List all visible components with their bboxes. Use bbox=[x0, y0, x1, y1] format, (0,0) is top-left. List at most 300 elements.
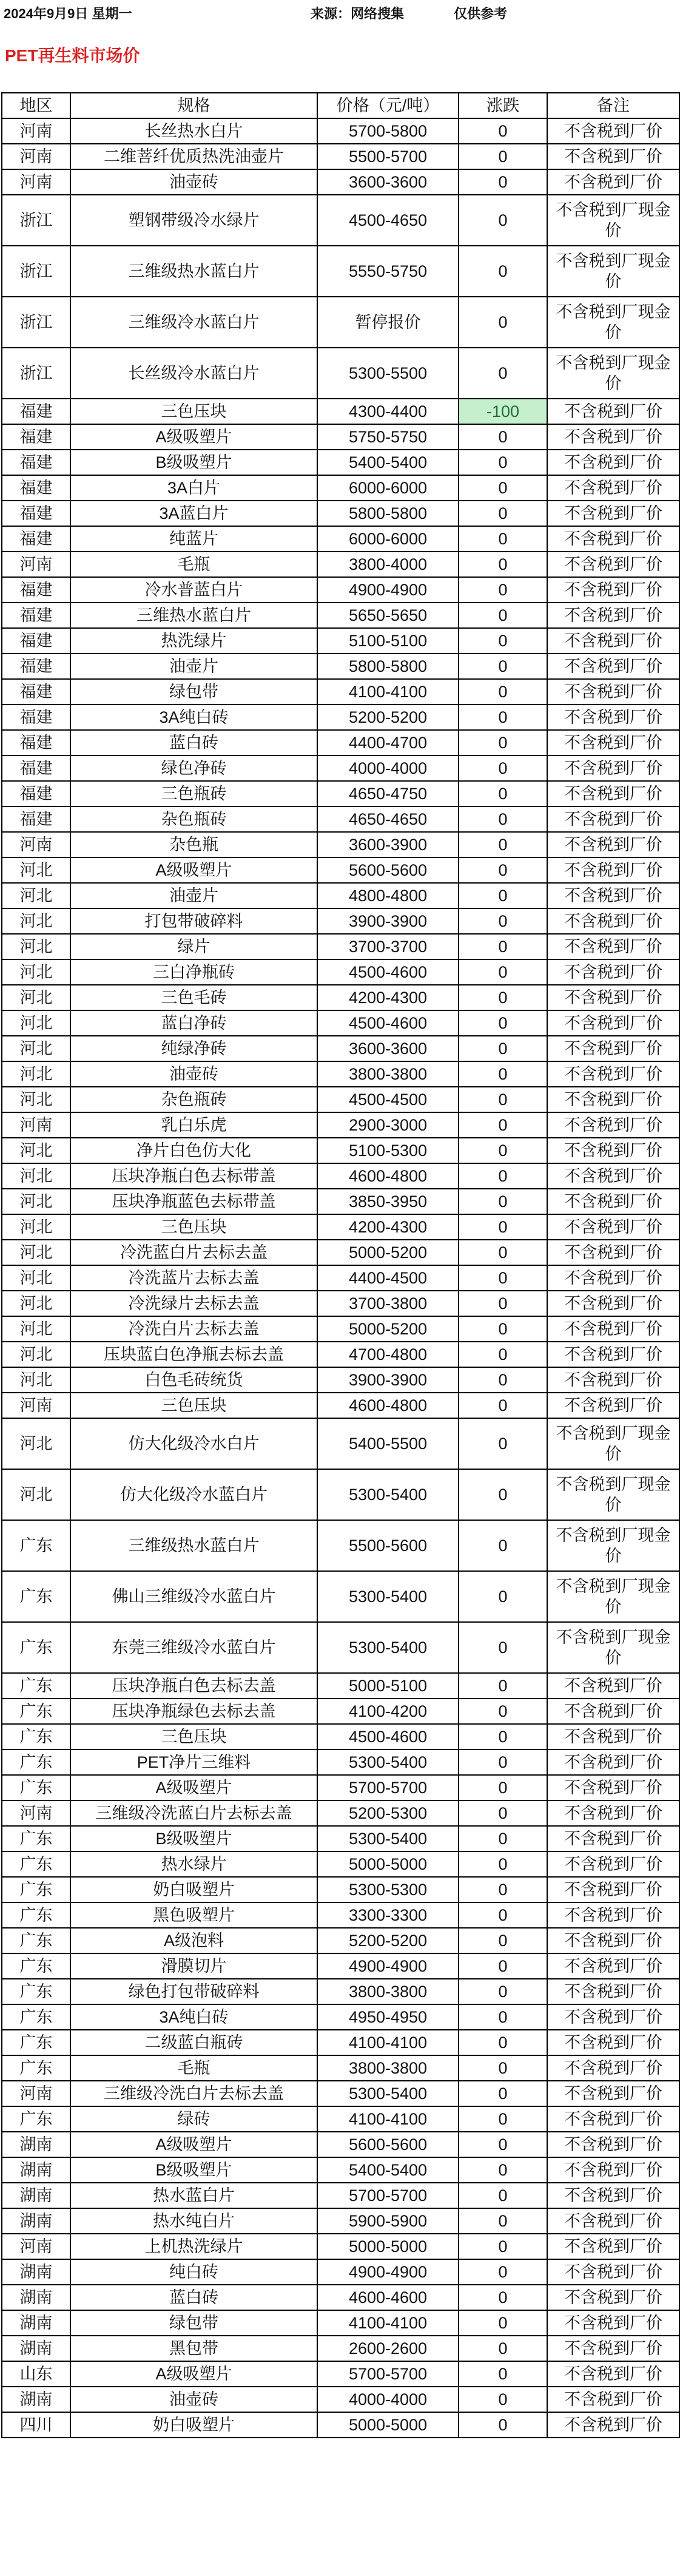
cell-change: 0 bbox=[459, 1061, 547, 1087]
cell-change: 0 bbox=[459, 2336, 547, 2361]
cell-spec: 压块蓝白色净瓶去标去盖 bbox=[70, 1342, 317, 1367]
table-row bbox=[2, 1775, 679, 1800]
cell-spec: 热水蓝白片 bbox=[70, 2183, 317, 2208]
cell-change: 0 bbox=[459, 2183, 547, 2208]
cell-note: 不含税到厂价 bbox=[547, 577, 679, 603]
cell-price: 4300-4400 bbox=[317, 399, 459, 424]
table-row bbox=[2, 2055, 679, 2081]
table-row bbox=[2, 1826, 679, 1851]
cell-change: 0 bbox=[459, 297, 547, 348]
cell-change: 0 bbox=[459, 2208, 547, 2234]
cell-price: 5300-5300 bbox=[317, 1877, 459, 1902]
cell-price: 4100-4200 bbox=[317, 1699, 459, 1724]
cell-note: 不含税到厂价 bbox=[547, 1775, 679, 1800]
cell-change: 0 bbox=[459, 1367, 547, 1393]
cell-price: 3700-3800 bbox=[317, 1291, 459, 1316]
cell-change: 0 bbox=[459, 2157, 547, 2183]
cell-region: 河南 bbox=[2, 169, 70, 195]
table-row bbox=[2, 246, 679, 297]
cell-price: 5300-5400 bbox=[317, 2081, 459, 2106]
cell-region: 广东 bbox=[2, 2004, 70, 2030]
cell-price: 5300-5400 bbox=[317, 1826, 459, 1851]
cell-note: 不含税到厂价 bbox=[547, 1800, 679, 1826]
cell-region: 河北 bbox=[2, 1240, 70, 1265]
table-header-row bbox=[2, 93, 679, 118]
cell-change: 0 bbox=[459, 1418, 547, 1469]
cell-note: 不含税到厂价 bbox=[547, 2361, 679, 2387]
cell-price: 4400-4700 bbox=[317, 730, 459, 756]
cell-change: 0 bbox=[459, 475, 547, 501]
table-row bbox=[2, 1571, 679, 1622]
cell-region: 福建 bbox=[2, 705, 70, 730]
cell-spec: 东莞三维级冷水蓝白片 bbox=[70, 1622, 317, 1673]
cell-spec: A级吸塑片 bbox=[70, 424, 317, 450]
table-row bbox=[2, 2285, 679, 2310]
table-row bbox=[2, 883, 679, 908]
cell-region: 广东 bbox=[2, 2106, 70, 2132]
cell-spec: 纯蓝片 bbox=[70, 526, 317, 552]
table-row bbox=[2, 1902, 679, 1928]
cell-price: 4000-4000 bbox=[317, 2387, 459, 2412]
cell-region: 广东 bbox=[2, 1826, 70, 1851]
cell-price: 4700-4800 bbox=[317, 1342, 459, 1367]
cell-region: 河南 bbox=[2, 552, 70, 577]
table-row bbox=[2, 730, 679, 756]
cell-price: 3700-3700 bbox=[317, 934, 459, 959]
table-row bbox=[2, 1749, 679, 1775]
cell-price: 5200-5200 bbox=[317, 1928, 459, 1953]
cell-spec: 三维级冷洗白片去标去盖 bbox=[70, 2081, 317, 2106]
cell-region: 福建 bbox=[2, 577, 70, 603]
cell-change: 0 bbox=[459, 2004, 547, 2030]
cell-price: 4100-4100 bbox=[317, 2106, 459, 2132]
cell-change: 0 bbox=[459, 1342, 547, 1367]
cell-spec: 三白净瓶砖 bbox=[70, 959, 317, 985]
table-row bbox=[2, 2361, 679, 2387]
cell-change: 0 bbox=[459, 348, 547, 399]
cell-region: 广东 bbox=[2, 2030, 70, 2055]
cell-change: 0 bbox=[459, 1979, 547, 2004]
table-row bbox=[2, 1087, 679, 1112]
cell-region: 浙江 bbox=[2, 348, 70, 399]
cell-change: 0 bbox=[459, 1520, 547, 1571]
cell-region: 河北 bbox=[2, 1087, 70, 1112]
cell-spec: 毛瓶 bbox=[70, 552, 317, 577]
cell-note: 不含税到厂价 bbox=[547, 883, 679, 908]
cell-note: 不含税到厂价 bbox=[547, 2412, 679, 2438]
cell-note: 不含税到厂价 bbox=[547, 2183, 679, 2208]
cell-spec: 3A纯白砖 bbox=[70, 2004, 317, 2030]
cell-price: 3800-3800 bbox=[317, 1979, 459, 2004]
cell-change: 0 bbox=[459, 2412, 547, 2438]
cell-price: 5700-5800 bbox=[317, 118, 459, 144]
cell-price: 暂停报价 bbox=[317, 297, 459, 348]
cell-note: 不含税到厂价 bbox=[547, 1291, 679, 1316]
cell-note: 不含税到厂价 bbox=[547, 985, 679, 1010]
cell-region: 山东 bbox=[2, 2361, 70, 2387]
table-row bbox=[2, 756, 679, 781]
cell-note: 不含税到厂价 bbox=[547, 2132, 679, 2157]
cell-change: 0 bbox=[459, 1724, 547, 1749]
cell-change: 0 bbox=[459, 1571, 547, 1622]
cell-spec: 上机热洗绿片 bbox=[70, 2234, 317, 2259]
cell-note: 不含税到厂现金价 bbox=[547, 1469, 679, 1520]
cell-price: 3800-4000 bbox=[317, 552, 459, 577]
cell-change: 0 bbox=[459, 1749, 547, 1775]
cell-spec: 蓝白砖 bbox=[70, 2285, 317, 2310]
cell-spec: 三色压块 bbox=[70, 399, 317, 424]
table-row bbox=[2, 705, 679, 730]
cell-change: 0 bbox=[459, 1469, 547, 1520]
cell-change: 0 bbox=[459, 2234, 547, 2259]
cell-region: 河北 bbox=[2, 857, 70, 883]
cell-region: 河南 bbox=[2, 1393, 70, 1418]
cell-spec: 油壶砖 bbox=[70, 2387, 317, 2412]
cell-note: 不含税到厂价 bbox=[547, 1214, 679, 1240]
table-row bbox=[2, 2030, 679, 2055]
cell-change: 0 bbox=[459, 2055, 547, 2081]
cell-region: 福建 bbox=[2, 450, 70, 475]
cell-change: 0 bbox=[459, 424, 547, 450]
cell-spec: 滑膜切片 bbox=[70, 1953, 317, 1979]
cell-note: 不含税到厂价 bbox=[547, 2157, 679, 2183]
table-row bbox=[2, 1265, 679, 1291]
table-row bbox=[2, 1367, 679, 1393]
cell-note: 不含税到厂价 bbox=[547, 2387, 679, 2412]
cell-region: 河北 bbox=[2, 908, 70, 934]
cell-region: 河北 bbox=[2, 1367, 70, 1393]
cell-spec: 冷洗蓝片去标去盖 bbox=[70, 1265, 317, 1291]
table-row bbox=[2, 1061, 679, 1087]
source-label: 来源：网络搜集 bbox=[311, 6, 405, 21]
cell-spec: 油壶砖 bbox=[70, 169, 317, 195]
cell-spec: 长丝级冷水蓝白片 bbox=[70, 348, 317, 399]
cell-price: 5650-5650 bbox=[317, 603, 459, 628]
cell-note: 不含税到厂价 bbox=[547, 1953, 679, 1979]
cell-change: 0 bbox=[459, 2310, 547, 2336]
cell-price: 3600-3600 bbox=[317, 1036, 459, 1061]
cell-spec: 压块净瓶蓝色去标带盖 bbox=[70, 1189, 317, 1214]
table-row bbox=[2, 1469, 679, 1520]
table-row bbox=[2, 2310, 679, 2336]
table-row bbox=[2, 424, 679, 450]
cell-change: 0 bbox=[459, 1316, 547, 1342]
cell-spec: 蓝白砖 bbox=[70, 730, 317, 756]
cell-change: 0 bbox=[459, 1851, 547, 1877]
cell-change: 0 bbox=[459, 756, 547, 781]
cell-price: 5000-5200 bbox=[317, 1316, 459, 1342]
cell-note: 不含税到厂价 bbox=[547, 628, 679, 654]
cell-note: 不含税到厂现金价 bbox=[547, 1571, 679, 1622]
cell-change: 0 bbox=[459, 1902, 547, 1928]
cell-note: 不含税到厂价 bbox=[547, 2055, 679, 2081]
cell-region: 河南 bbox=[2, 1800, 70, 1826]
cell-price: 3800-3800 bbox=[317, 1061, 459, 1087]
table-row bbox=[2, 1189, 679, 1214]
table-row bbox=[2, 552, 679, 577]
cell-change: 0 bbox=[459, 2081, 547, 2106]
cell-change: 0 bbox=[459, 857, 547, 883]
cell-note: 不含税到厂价 bbox=[547, 1112, 679, 1138]
cell-spec: 三色压块 bbox=[70, 1393, 317, 1418]
cell-region: 河南 bbox=[2, 2234, 70, 2259]
cell-spec: 3A蓝白片 bbox=[70, 501, 317, 526]
cell-region: 河南 bbox=[2, 118, 70, 144]
cell-spec: 纯白砖 bbox=[70, 2259, 317, 2285]
cell-price: 5750-5750 bbox=[317, 424, 459, 450]
table-row bbox=[2, 1851, 679, 1877]
cell-change: 0 bbox=[459, 526, 547, 552]
cell-region: 河北 bbox=[2, 1265, 70, 1291]
cell-change: 0 bbox=[459, 1163, 547, 1189]
column-header-note: 备注 bbox=[547, 93, 679, 118]
cell-region: 福建 bbox=[2, 603, 70, 628]
table-row bbox=[2, 1622, 679, 1673]
cell-note: 不含税到厂价 bbox=[547, 1163, 679, 1189]
cell-price: 5200-5200 bbox=[317, 705, 459, 730]
cell-spec: A级吸塑片 bbox=[70, 2132, 317, 2157]
cell-price: 5600-5600 bbox=[317, 857, 459, 883]
cell-change: 0 bbox=[459, 730, 547, 756]
cell-note: 不含税到厂价 bbox=[547, 1367, 679, 1393]
table-body bbox=[2, 118, 679, 2438]
cell-region: 河北 bbox=[2, 883, 70, 908]
table-row bbox=[2, 1979, 679, 2004]
cell-region: 福建 bbox=[2, 730, 70, 756]
table-row bbox=[2, 2157, 679, 2183]
cell-region: 广东 bbox=[2, 1851, 70, 1877]
cell-price: 3900-3900 bbox=[317, 908, 459, 934]
cell-change: 0 bbox=[459, 2285, 547, 2310]
table-row bbox=[2, 169, 679, 195]
cell-note: 不含税到厂价 bbox=[547, 705, 679, 730]
cell-price: 4000-4000 bbox=[317, 756, 459, 781]
cell-region: 广东 bbox=[2, 1520, 70, 1571]
cell-region: 广东 bbox=[2, 1877, 70, 1902]
cell-price: 2900-3000 bbox=[317, 1112, 459, 1138]
header-bar bbox=[0, 0, 680, 24]
table-row bbox=[2, 1240, 679, 1265]
cell-change: 0 bbox=[459, 781, 547, 806]
table-row bbox=[2, 1163, 679, 1189]
table-row bbox=[2, 1112, 679, 1138]
cell-change: 0 bbox=[459, 2361, 547, 2387]
cell-price: 4500-4600 bbox=[317, 1724, 459, 1749]
cell-note: 不含税到厂价 bbox=[547, 118, 679, 144]
disclaimer-label: 仅供参考 bbox=[454, 6, 508, 21]
cell-spec: 打包带破碎料 bbox=[70, 908, 317, 934]
table-row bbox=[2, 2387, 679, 2412]
cell-note: 不含税到厂价 bbox=[547, 1851, 679, 1877]
cell-price: 3900-3900 bbox=[317, 1367, 459, 1393]
table-row bbox=[2, 603, 679, 628]
cell-spec: 绿色打包带破碎料 bbox=[70, 1979, 317, 2004]
cell-region: 河北 bbox=[2, 1138, 70, 1163]
table-row bbox=[2, 781, 679, 806]
cell-region: 湖南 bbox=[2, 2157, 70, 2183]
cell-note: 不含税到厂价 bbox=[547, 1749, 679, 1775]
cell-price: 5300-5400 bbox=[317, 1571, 459, 1622]
table-row bbox=[2, 628, 679, 654]
cell-region: 福建 bbox=[2, 781, 70, 806]
cell-change: 0 bbox=[459, 1138, 547, 1163]
table-row bbox=[2, 526, 679, 552]
cell-spec: 压块净瓶绿色去标去盖 bbox=[70, 1699, 317, 1724]
table-row bbox=[2, 2336, 679, 2361]
cell-region: 福建 bbox=[2, 475, 70, 501]
cell-note: 不含税到厂价 bbox=[547, 144, 679, 169]
cell-change: 0 bbox=[459, 1189, 547, 1214]
cell-spec: 三维热水蓝白片 bbox=[70, 603, 317, 628]
cell-note: 不含税到厂现金价 bbox=[547, 195, 679, 246]
cell-price: 5200-5300 bbox=[317, 1800, 459, 1826]
cell-change: 0 bbox=[459, 1010, 547, 1036]
cell-price: 5700-5700 bbox=[317, 2183, 459, 2208]
cell-price: 2600-2600 bbox=[317, 2336, 459, 2361]
table-row bbox=[2, 1138, 679, 1163]
cell-note: 不含税到厂价 bbox=[547, 1138, 679, 1163]
table-row bbox=[2, 2081, 679, 2106]
cell-price: 5700-5700 bbox=[317, 1775, 459, 1800]
cell-note: 不含税到厂价 bbox=[547, 2234, 679, 2259]
cell-change: 0 bbox=[459, 1699, 547, 1724]
cell-note: 不含税到厂价 bbox=[547, 679, 679, 705]
cell-note: 不含税到厂价 bbox=[547, 1342, 679, 1367]
cell-region: 湖南 bbox=[2, 2259, 70, 2285]
table-row bbox=[2, 2234, 679, 2259]
cell-spec: 三维级热水蓝白片 bbox=[70, 246, 317, 297]
cell-price: 5100-5100 bbox=[317, 628, 459, 654]
table-row bbox=[2, 2132, 679, 2157]
table-row bbox=[2, 195, 679, 246]
table-row bbox=[2, 832, 679, 857]
cell-spec: 3A纯白砖 bbox=[70, 705, 317, 730]
cell-price: 5500-5600 bbox=[317, 1520, 459, 1571]
cell-price: 4600-4800 bbox=[317, 1163, 459, 1189]
cell-price: 4600-4800 bbox=[317, 1393, 459, 1418]
cell-spec: 净片白色仿大化 bbox=[70, 1138, 317, 1163]
cell-note: 不含税到厂价 bbox=[547, 1189, 679, 1214]
cell-change: 0 bbox=[459, 1036, 547, 1061]
cell-price: 3300-3300 bbox=[317, 1902, 459, 1928]
cell-change: 0 bbox=[459, 577, 547, 603]
cell-note: 不含税到厂价 bbox=[547, 2310, 679, 2336]
table-row bbox=[2, 450, 679, 475]
cell-spec: 冷洗白片去标去盖 bbox=[70, 1316, 317, 1342]
cell-price: 6000-6000 bbox=[317, 526, 459, 552]
cell-change: 0 bbox=[459, 1112, 547, 1138]
cell-note: 不含税到厂价 bbox=[547, 2259, 679, 2285]
cell-spec: 油壶片 bbox=[70, 654, 317, 679]
cell-spec: 黑包带 bbox=[70, 2336, 317, 2361]
cell-region: 湖南 bbox=[2, 2387, 70, 2412]
cell-note: 不含税到厂价 bbox=[547, 2106, 679, 2132]
cell-price: 5400-5400 bbox=[317, 2157, 459, 2183]
cell-region: 湖南 bbox=[2, 2208, 70, 2234]
table-row bbox=[2, 1036, 679, 1061]
cell-spec: 绿包带 bbox=[70, 679, 317, 705]
table-row bbox=[2, 1724, 679, 1749]
cell-price: 4100-4100 bbox=[317, 2310, 459, 2336]
cell-change: 0 bbox=[459, 195, 547, 246]
cell-note: 不含税到厂价 bbox=[547, 1087, 679, 1112]
cell-spec: 绿砖 bbox=[70, 2106, 317, 2132]
cell-price: 5300-5400 bbox=[317, 1749, 459, 1775]
cell-note: 不含税到厂价 bbox=[547, 1673, 679, 1699]
table-row bbox=[2, 2004, 679, 2030]
cell-price: 3600-3600 bbox=[317, 169, 459, 195]
cell-region: 河北 bbox=[2, 1010, 70, 1036]
cell-region: 浙江 bbox=[2, 297, 70, 348]
table-row bbox=[2, 2412, 679, 2438]
cell-spec: 仿大化级冷水蓝白片 bbox=[70, 1469, 317, 1520]
cell-change: 0 bbox=[459, 1877, 547, 1902]
cell-region: 河北 bbox=[2, 1291, 70, 1316]
cell-price: 4200-4300 bbox=[317, 1214, 459, 1240]
column-header-region: 地区 bbox=[2, 93, 70, 118]
cell-change: 0 bbox=[459, 1800, 547, 1826]
cell-change: 0 bbox=[459, 246, 547, 297]
cell-change: 0 bbox=[459, 1393, 547, 1418]
table-row bbox=[2, 144, 679, 169]
table-row bbox=[2, 1291, 679, 1316]
cell-note: 不含税到厂价 bbox=[547, 756, 679, 781]
cell-note: 不含税到厂价 bbox=[547, 1826, 679, 1851]
cell-spec: 三色压块 bbox=[70, 1724, 317, 1749]
cell-spec: B级吸塑片 bbox=[70, 1826, 317, 1851]
cell-spec: 乳白乐虎 bbox=[70, 1112, 317, 1138]
cell-region: 河北 bbox=[2, 1469, 70, 1520]
cell-change: 0 bbox=[459, 1622, 547, 1673]
cell-change: 0 bbox=[459, 501, 547, 526]
table-row bbox=[2, 348, 679, 399]
cell-spec: 佛山三维级冷水蓝白片 bbox=[70, 1571, 317, 1622]
cell-note: 不含税到厂现金价 bbox=[547, 1622, 679, 1673]
cell-note: 不含税到厂价 bbox=[547, 959, 679, 985]
cell-spec: 压块净瓶白色去标带盖 bbox=[70, 1163, 317, 1189]
cell-spec: 纯绿净砖 bbox=[70, 1036, 317, 1061]
cell-region: 浙江 bbox=[2, 246, 70, 297]
price-table bbox=[1, 92, 680, 2438]
cell-spec: 油壶片 bbox=[70, 883, 317, 908]
table-row bbox=[2, 985, 679, 1010]
cell-region: 湖南 bbox=[2, 2183, 70, 2208]
cell-spec: 白色毛砖统货 bbox=[70, 1367, 317, 1393]
cell-region: 广东 bbox=[2, 1673, 70, 1699]
cell-change: 0 bbox=[459, 806, 547, 832]
cell-change: -100 bbox=[459, 399, 547, 424]
cell-price: 5000-5200 bbox=[317, 1240, 459, 1265]
table-row bbox=[2, 1520, 679, 1571]
cell-spec: 二维菩纤优质热洗油壶片 bbox=[70, 144, 317, 169]
cell-price: 5100-5300 bbox=[317, 1138, 459, 1163]
table-row bbox=[2, 1214, 679, 1240]
cell-price: 5800-5800 bbox=[317, 654, 459, 679]
cell-change: 0 bbox=[459, 1240, 547, 1265]
cell-price: 4650-4650 bbox=[317, 806, 459, 832]
cell-note: 不含税到厂价 bbox=[547, 857, 679, 883]
table-row bbox=[2, 501, 679, 526]
cell-region: 湖南 bbox=[2, 2310, 70, 2336]
cell-spec: 二级蓝白瓶砖 bbox=[70, 2030, 317, 2055]
cell-region: 河南 bbox=[2, 1112, 70, 1138]
cell-spec: 绿色净砖 bbox=[70, 756, 317, 781]
cell-price: 4500-4500 bbox=[317, 1087, 459, 1112]
cell-region: 广东 bbox=[2, 1953, 70, 1979]
cell-note: 不含税到厂价 bbox=[547, 1724, 679, 1749]
cell-spec: 毛瓶 bbox=[70, 2055, 317, 2081]
cell-note: 不含税到厂价 bbox=[547, 2004, 679, 2030]
